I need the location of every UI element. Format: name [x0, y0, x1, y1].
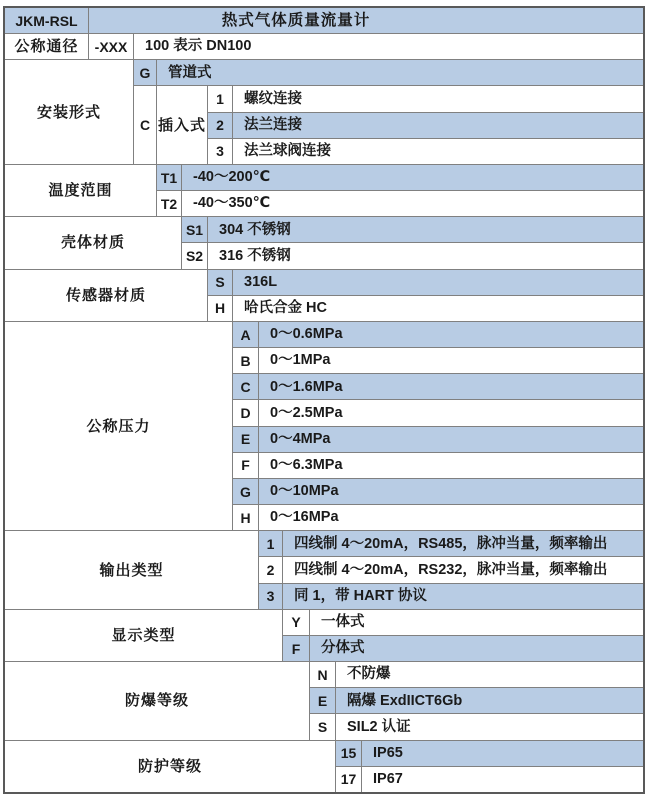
option-code: N — [310, 662, 335, 687]
option-code: A — [233, 322, 258, 347]
option-value: 316L — [233, 270, 643, 295]
product-title: 热式气体质量流量计 — [89, 8, 643, 33]
option-value: 0～2.5MPa — [259, 400, 643, 425]
option-value: -40～200℃ — [182, 165, 643, 190]
option-value: 一体式 — [310, 610, 643, 635]
option-value: 304 不锈钢 — [208, 217, 643, 242]
option-value: 0～0.6MPa — [259, 322, 643, 347]
option-code: F — [283, 636, 309, 661]
option-code: G — [233, 479, 258, 504]
option-value: 螺纹连接 — [233, 86, 643, 111]
option-value: 0～6.3MPa — [259, 453, 643, 478]
option-value: 同 1，带 HART 协议 — [283, 584, 643, 609]
option-value: 不防爆 — [336, 662, 643, 687]
option-code: 1 — [208, 86, 232, 111]
option-code: S — [208, 270, 232, 295]
option-code: S1 — [182, 217, 207, 242]
section-label: 防护等级 — [5, 741, 335, 792]
section-label: 公称压力 — [5, 322, 232, 530]
option-value: 分体式 — [310, 636, 643, 661]
option-code: S — [310, 714, 335, 739]
option-value: 隔爆 ExdIICT6Gb — [336, 688, 643, 713]
section-label: 温度范围 — [5, 165, 156, 216]
option-code: T1 — [157, 165, 181, 190]
option-value: 316 不锈钢 — [208, 243, 643, 268]
option-code: E — [310, 688, 335, 713]
option-code: 3 — [208, 139, 232, 164]
option-value: 四线制 4～20mA，RS232，脉冲当量，频率输出 — [283, 557, 643, 582]
section-label: 显示类型 — [5, 610, 282, 661]
option-code: F — [233, 453, 258, 478]
option-value: 0～4MPa — [259, 427, 643, 452]
option-code: B — [233, 348, 258, 373]
option-code: Y — [283, 610, 309, 635]
option-code: S2 — [182, 243, 207, 268]
option-code: 15 — [336, 741, 361, 766]
option-value: 0～1.6MPa — [259, 374, 643, 399]
nominal-diameter-code: -XXX — [89, 34, 133, 59]
option-code: 17 — [336, 767, 361, 792]
section-label: 壳体材质 — [5, 217, 181, 268]
nominal-diameter-desc: 100 表示 DN100 — [134, 34, 643, 59]
option-code: 2 — [259, 557, 282, 582]
section-label: 输出类型 — [5, 531, 258, 609]
option-value: SIL2 认证 — [336, 714, 643, 739]
option-value: 法兰球阀连接 — [233, 139, 643, 164]
insertion-option-value: 插入式 — [157, 86, 207, 164]
option-code: E — [233, 427, 258, 452]
insertion-option-code: C — [134, 86, 156, 164]
nominal-diameter-label: 公称通径 — [5, 34, 88, 59]
option-value: -40～350℃ — [182, 191, 643, 216]
pipeline-option-value: 管道式 — [157, 60, 643, 85]
option-value: 四线制 4～20mA，RS485，脉冲当量，频率输出 — [283, 531, 643, 556]
option-value: IP67 — [362, 767, 643, 792]
option-code: 3 — [259, 584, 282, 609]
section-label: 传感器材质 — [5, 270, 207, 321]
option-code: H — [233, 505, 258, 530]
model-code: JKM-RSL — [5, 8, 88, 33]
option-code: 1 — [259, 531, 282, 556]
option-code: 2 — [208, 113, 232, 138]
option-code: H — [208, 296, 232, 321]
pipeline-option-code: G — [134, 60, 156, 85]
install-section-label: 安装形式 — [5, 60, 133, 164]
option-code: D — [233, 400, 258, 425]
option-code: T2 — [157, 191, 181, 216]
option-value: IP65 — [362, 741, 643, 766]
option-value: 0～16MPa — [259, 505, 643, 530]
option-value: 法兰连接 — [233, 113, 643, 138]
option-value: 哈氏合金 HC — [233, 296, 643, 321]
option-value: 0～10MPa — [259, 479, 643, 504]
option-code: C — [233, 374, 258, 399]
model-selection-table — [3, 6, 645, 794]
section-label: 防爆等级 — [5, 662, 309, 740]
option-value: 0～1MPa — [259, 348, 643, 373]
